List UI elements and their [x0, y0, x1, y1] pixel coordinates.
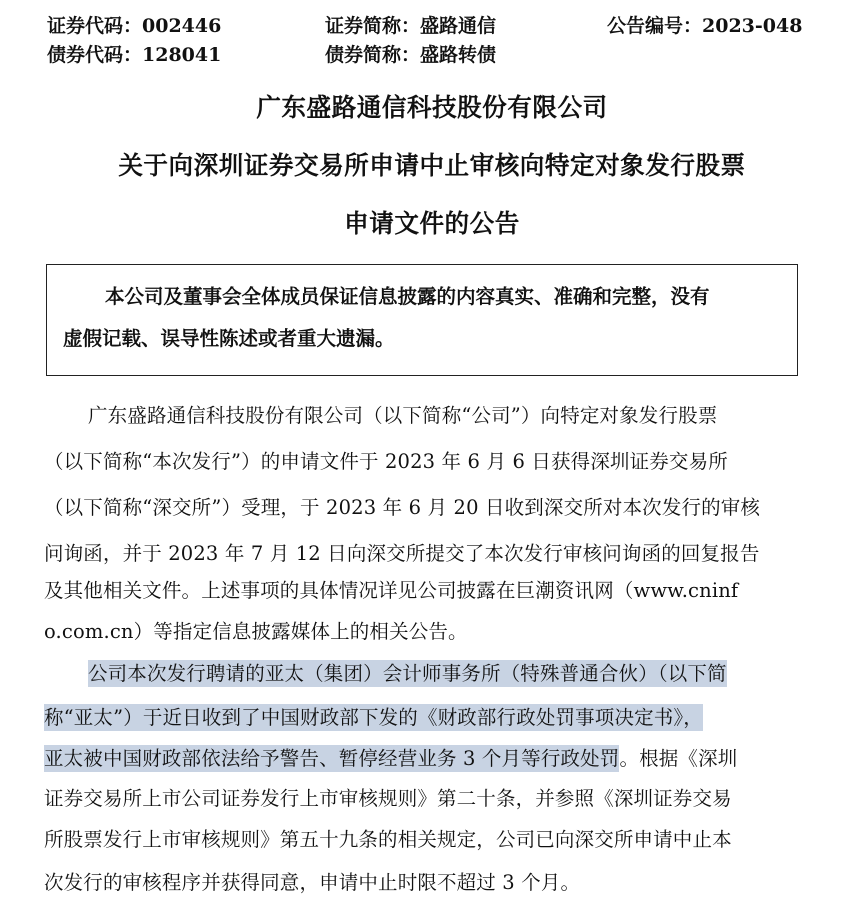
- notice-number: 公告编号：2023-048: [607, 15, 803, 37]
- highlighted-text: 公司本次发行聘请的亚太（集团）会计师事务所（特殊普通合伙）（以下简: [88, 662, 727, 685]
- paragraph-2-line: 次发行的审核程序并获得同意，申请中止时限不超过 3 个月。: [44, 871, 581, 894]
- paragraph-1-line: 及其他相关文件。上述事项的具体情况详见公司披露在巨潮资讯网（www.cninf: [44, 579, 739, 602]
- paragraph-1-line: o.com.cn）等指定信息披露媒体上的相关公告。: [44, 620, 468, 643]
- paragraph-2-line: 所股票发行上市审核规则》第五十九条的相关规定，公司已向深交所申请中止本: [44, 828, 732, 851]
- paragraph-2-line: [88, 661, 727, 687]
- stock-name: 证券简称：盛路通信: [325, 15, 497, 37]
- announcement-title-line-1: 关于向深圳证券交易所申请中止审核向特定对象发行股票: [118, 151, 746, 180]
- paragraph-1-line: （以下简称“本次发行”）的申请文件于 2023 年 6 月 6 日获得深圳证券交易所: [44, 450, 728, 473]
- stock-code: 证券代码：002446: [47, 15, 222, 37]
- paragraph-2-line: [44, 705, 703, 731]
- notice-line-2: 虚假记载、误导性陈述或者重大遗漏。: [63, 327, 395, 350]
- paragraph-2-text: 。根据《深圳: [619, 747, 738, 770]
- bond-code: 债券代码：128041: [47, 44, 222, 66]
- paragraph-2-line: [44, 746, 737, 772]
- paragraph-2-line: 证券交易所上市公司证券发行上市审核规则》第二十条，并参照《深圳证券交易: [44, 787, 732, 810]
- notice-line-1: 本公司及董事会全体成员保证信息披露的内容真实、准确和完整，没有: [105, 285, 710, 308]
- guarantee-notice-box: [46, 264, 798, 376]
- company-title: 广东盛路通信科技股份有限公司: [256, 93, 608, 122]
- highlighted-text: 称“亚太”）于近日收到了中国财政部下发的《财政部行政处罚事项决定书》，: [44, 706, 703, 729]
- announcement-title-line-2: 申请文件的公告: [344, 209, 520, 238]
- paragraph-1-line: 问询函，并于 2023 年 7 月 12 日向深交所提交了本次发行审核问询函的回复报告: [44, 542, 760, 565]
- bond-name: 债券简称：盛路转债: [325, 44, 497, 66]
- highlighted-text: 亚太被中国财政部依法给予警告、暂停经营业务 3 个月等行政处罚: [44, 747, 620, 770]
- paragraph-1-line: 广东盛路通信科技股份有限公司（以下简称“公司”）向特定对象发行股票: [88, 404, 718, 427]
- paragraph-1-line: （以下简称“深交所”）受理，于 2023 年 6 月 20 日收到深交所对本次发行的审核: [44, 496, 761, 519]
